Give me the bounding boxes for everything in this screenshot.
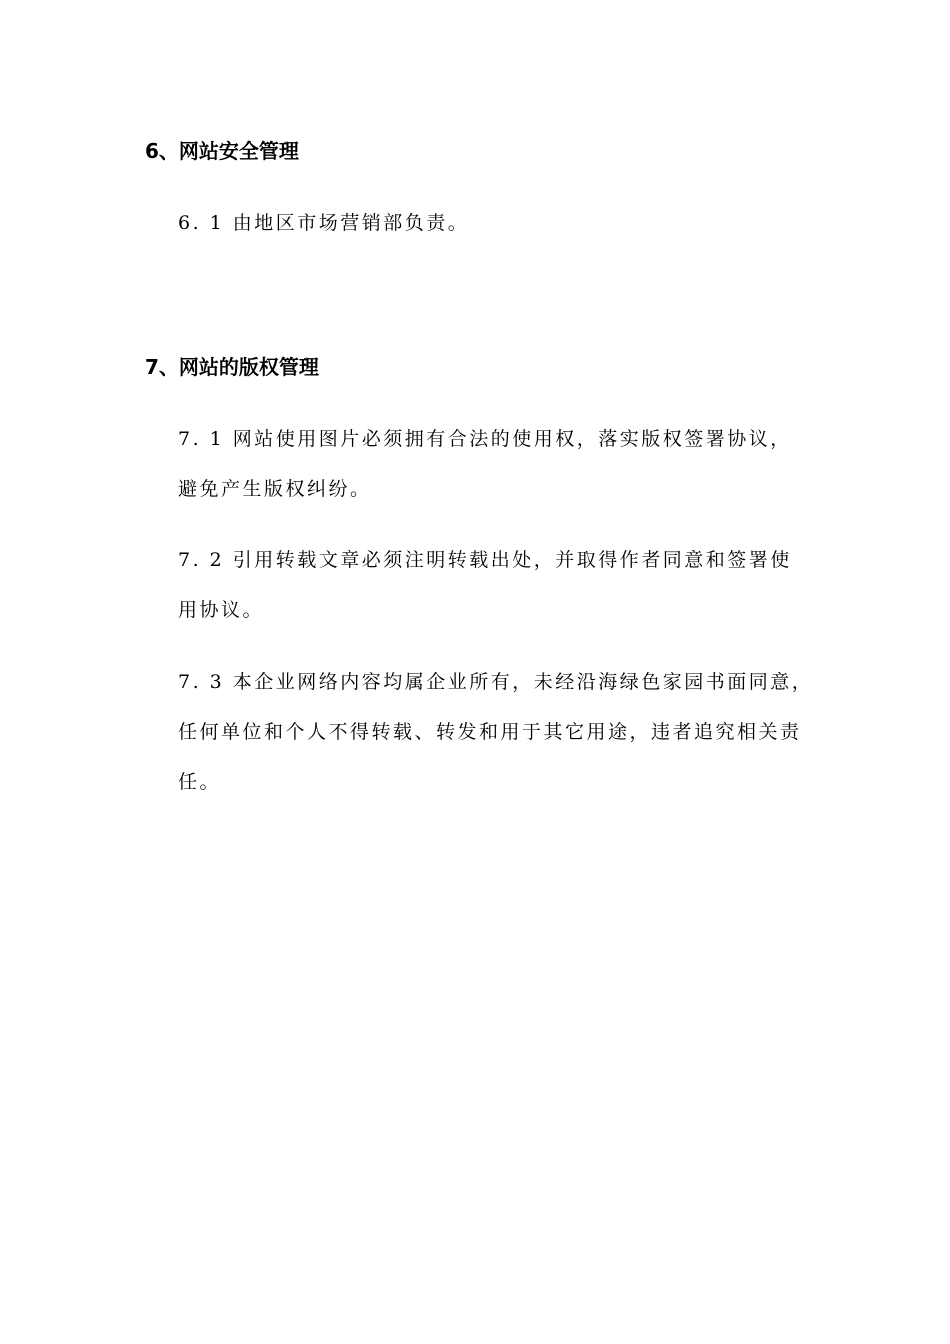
clause-line: 7. 2 引用转载文章必须注明转载出处，并取得作者同意和签署使	[178, 549, 792, 571]
clause-line: 任何单位和个人不得转载、转发和用于其它用途，违者追究相关责	[178, 721, 802, 743]
clause-7-3	[178, 657, 838, 807]
clause-line: 7. 1 网站使用图片必须拥有合法的使用权，落实版权签署协议，	[178, 428, 792, 450]
clause-7-2	[178, 535, 838, 635]
clause-line: 7. 3 本企业网络内容均属企业所有，未经沿海绿色家园书面同意，	[178, 671, 814, 693]
clause-line: 6. 1 由地区市场营销部负责。	[178, 212, 470, 234]
section-heading-website-security: 6、网站安全管理	[145, 139, 299, 163]
clause-line: 用协议。	[178, 599, 265, 621]
clause-6-1	[178, 198, 838, 248]
clause-7-1	[178, 414, 838, 514]
clause-line: 避免产生版权纠纷。	[178, 478, 372, 500]
section-heading-copyright: 7、网站的版权管理	[145, 355, 319, 379]
clause-line: 任。	[178, 771, 222, 793]
